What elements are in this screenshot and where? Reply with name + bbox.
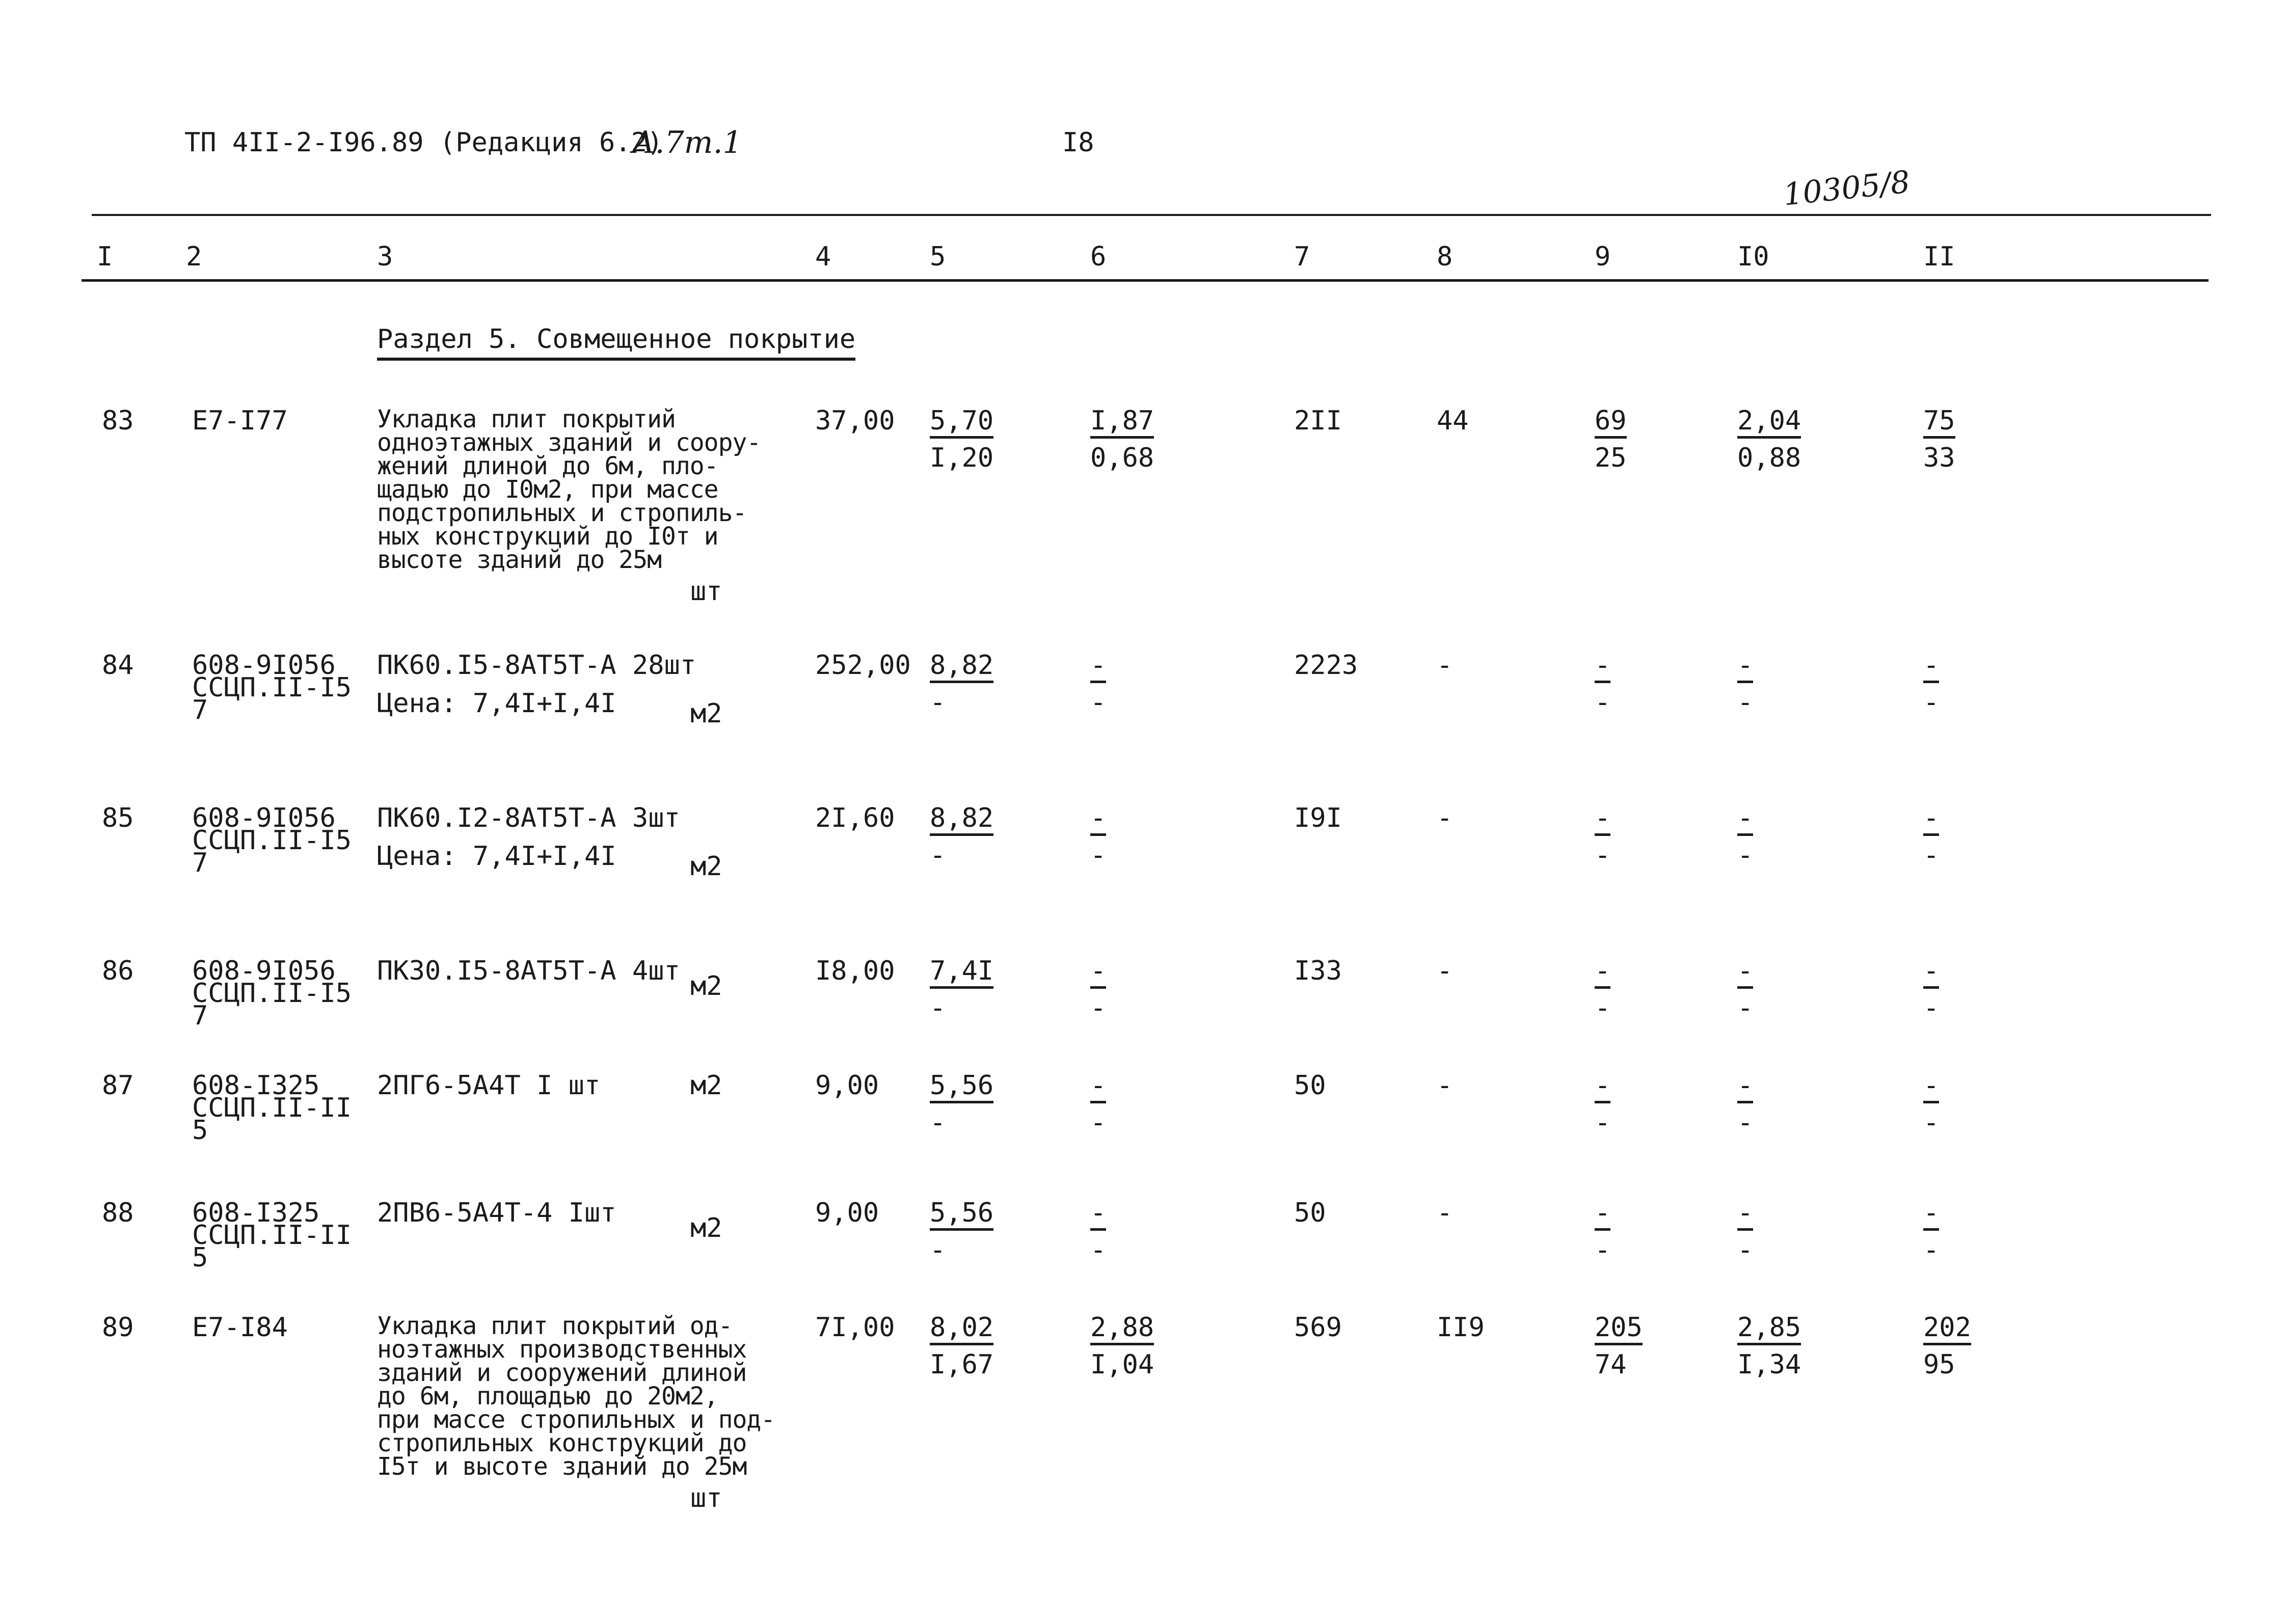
row-col9-value-numerator: - xyxy=(1595,805,1610,836)
row-col6-value-denominator: I,04 xyxy=(1090,1349,1154,1380)
document-code: ТП 4II-2-I96.89 (Редакция 6.2) xyxy=(184,127,663,158)
row-code-line: ССЦП.II-II xyxy=(192,1093,352,1123)
row-col11-value-numerator: 75 xyxy=(1923,408,1955,439)
row-col9-value-numerator: 69 xyxy=(1595,408,1627,439)
page-number: I8 xyxy=(1062,127,1094,158)
row-col6-value xyxy=(1090,1314,1154,1378)
row-col10-value-numerator: - xyxy=(1737,958,1753,989)
row-col5-value-denominator: I,67 xyxy=(930,1349,994,1380)
row-col5-value-denominator: - xyxy=(930,687,946,718)
row-col11-value-denominator: 33 xyxy=(1923,443,1955,473)
row-unit: м2 xyxy=(690,698,722,729)
handwritten-stamp: 10305/8 xyxy=(1782,164,1912,213)
row-col6-value-denominator: - xyxy=(1090,687,1107,718)
row-unit: шт xyxy=(690,1483,722,1513)
row-number: 84 xyxy=(102,650,134,681)
row-code-line: 608-I325 xyxy=(192,1070,320,1101)
column-header-10: I0 xyxy=(1737,241,1769,272)
row-col10-value xyxy=(1737,958,1753,1021)
row-description-line: Цена: 7,4I+I,4I xyxy=(377,688,616,719)
row-col9-value xyxy=(1595,1072,1610,1136)
row-col9-value-denominator: - xyxy=(1595,840,1611,871)
row-col11-value xyxy=(1923,1314,1971,1378)
row-col11-value xyxy=(1923,652,1939,716)
row-number: 85 xyxy=(102,803,134,833)
row-number: 88 xyxy=(102,1198,134,1228)
row-number: 89 xyxy=(102,1312,134,1343)
row-col10-value xyxy=(1737,805,1753,869)
row-code-line: 7 xyxy=(192,695,208,725)
row-description-line: зданий и сооружений длиной xyxy=(377,1359,747,1387)
row-col5-value xyxy=(930,1200,993,1263)
row-col11-value xyxy=(1923,958,1939,1021)
row-col6-value xyxy=(1090,405,1154,473)
row-quantity: 252,00 xyxy=(815,650,911,681)
row-unit: шт xyxy=(690,576,722,607)
row-col6-value-denominator: - xyxy=(1090,993,1107,1023)
row-description-line: ПК60.I5-8АТ5Т-А 28шт xyxy=(377,650,696,681)
row-description-line: Укладка плит покрытий xyxy=(377,405,676,434)
row-col10-value-denominator: - xyxy=(1737,840,1754,871)
row-col5-value-numerator: 8,82 xyxy=(930,805,993,836)
row-description-line: жений длиной до 6м, пло- xyxy=(377,452,718,480)
row-unit: м2 xyxy=(690,971,722,1002)
row-col5-value-numerator: 8,02 xyxy=(930,1314,993,1345)
row-col6-value xyxy=(1090,1072,1106,1136)
row-description-line: высоте зданий до 25м xyxy=(377,546,661,574)
row-col6-value-numerator: - xyxy=(1090,1200,1106,1231)
row-col11-value xyxy=(1923,1072,1939,1136)
row-code-line: 608-I325 xyxy=(192,1198,320,1228)
row-quantity: 9,00 xyxy=(815,1198,879,1228)
row-unit: м2 xyxy=(690,1070,722,1101)
row-description-line: до 6м, площадью до 20м2, xyxy=(377,1382,718,1411)
row-col5-value xyxy=(930,652,993,716)
row-number: 83 xyxy=(102,405,134,436)
row-quantity: 7I,00 xyxy=(815,1312,895,1343)
row-col7-value: 2223 xyxy=(1294,650,1358,681)
row-col8-value: - xyxy=(1437,650,1453,681)
row-col9-value xyxy=(1595,958,1610,1021)
row-code-line: 5 xyxy=(192,1115,208,1146)
row-col11-value-numerator: - xyxy=(1923,1072,1939,1103)
row-col10-value-denominator: - xyxy=(1737,993,1754,1023)
top-rule-right xyxy=(1885,214,2211,216)
row-col11-value-denominator: 95 xyxy=(1923,1349,1955,1380)
column-header-1: I xyxy=(97,241,113,272)
row-description-line: ПК30.I5-8АТ5Т-А 4шт xyxy=(377,956,680,986)
row-col11-value-denominator: - xyxy=(1923,993,1940,1023)
row-col6-value xyxy=(1090,805,1106,869)
row-description-line: щадью до I0м2, при массе xyxy=(377,475,718,504)
row-col9-value-numerator: - xyxy=(1595,1072,1610,1103)
row-col10-value xyxy=(1737,1200,1753,1263)
row-col11-value-numerator: 202 xyxy=(1923,1314,1971,1345)
row-col5-value-denominator: - xyxy=(930,840,946,871)
row-col5-value-denominator: - xyxy=(930,993,946,1023)
row-description-line: 2ПВ6-5А4Т-4 Iшт xyxy=(377,1198,616,1228)
row-code-line: 608-9I056 xyxy=(192,650,336,681)
row-col5-value-denominator: I,20 xyxy=(930,443,994,473)
row-col9-value-denominator: 74 xyxy=(1595,1349,1627,1380)
row-number: 86 xyxy=(102,956,134,986)
row-col6-value-numerator: - xyxy=(1090,1072,1106,1103)
row-col10-value xyxy=(1737,1314,1801,1378)
row-col8-value: II9 xyxy=(1437,1312,1485,1343)
row-col11-value-numerator: - xyxy=(1923,652,1939,683)
column-header-6: 6 xyxy=(1090,241,1107,272)
row-code-line: Е7-I84 xyxy=(192,1312,288,1343)
row-col8-value: - xyxy=(1437,803,1453,833)
column-header-4: 4 xyxy=(815,241,831,272)
row-col9-value xyxy=(1595,1314,1643,1378)
column-header-5: 5 xyxy=(930,241,946,272)
row-col10-value-denominator: I,34 xyxy=(1737,1349,1801,1380)
row-col11-value-denominator: - xyxy=(1923,1107,1940,1138)
row-col8-value: 44 xyxy=(1437,405,1469,436)
row-col5-value-numerator: 5,70 xyxy=(930,408,993,439)
row-code-line: 7 xyxy=(192,1000,208,1031)
row-quantity: 9,00 xyxy=(815,1070,879,1101)
row-col10-value-denominator: - xyxy=(1737,1235,1754,1265)
row-col6-value xyxy=(1090,652,1106,716)
row-quantity: I8,00 xyxy=(815,956,895,986)
row-col8-value: - xyxy=(1437,1198,1453,1228)
row-col7-value: I33 xyxy=(1294,956,1342,986)
row-col10-value xyxy=(1737,405,1801,473)
row-col9-value-denominator: - xyxy=(1595,1235,1611,1265)
row-col6-value xyxy=(1090,958,1106,1021)
row-col10-value-numerator: 2,04 xyxy=(1737,408,1801,439)
column-header-9: 9 xyxy=(1595,241,1611,272)
row-description-line: при массе стропильных и под- xyxy=(377,1405,775,1434)
row-col11-value-numerator: - xyxy=(1923,1200,1939,1231)
row-col6-value-denominator: - xyxy=(1090,1235,1107,1265)
row-col5-value-denominator: - xyxy=(930,1235,946,1265)
row-col9-value-numerator: - xyxy=(1595,652,1610,683)
row-col8-value: - xyxy=(1437,956,1453,986)
row-col10-value-denominator: - xyxy=(1737,687,1754,718)
row-col5-value-denominator: - xyxy=(930,1107,946,1138)
row-unit: м2 xyxy=(690,851,722,882)
handwritten-suffix: А.7т.1 xyxy=(632,125,742,160)
row-col7-value: 50 xyxy=(1294,1198,1326,1228)
row-col10-value-numerator: - xyxy=(1737,1072,1753,1103)
section-title: Раздел 5. Совмещенное покрытие xyxy=(377,326,855,361)
row-col9-value-numerator: 205 xyxy=(1595,1314,1643,1345)
row-col5-value xyxy=(930,805,993,869)
row-col9-value-numerator: - xyxy=(1595,958,1610,989)
row-col10-value-numerator: 2,85 xyxy=(1737,1314,1801,1345)
row-description-line: ноэтажных производственных xyxy=(377,1335,747,1364)
row-col6-value-numerator: 2,88 xyxy=(1090,1314,1154,1345)
row-col11-value-numerator: - xyxy=(1923,805,1939,836)
row-col7-value: I9I xyxy=(1294,803,1342,833)
row-col11-value xyxy=(1923,1200,1939,1263)
row-col6-value-denominator: - xyxy=(1090,1107,1107,1138)
row-code-line: 608-9I056 xyxy=(192,956,336,986)
column-header-3: 3 xyxy=(377,241,393,272)
row-description-line: ПК60.I2-8АТ5Т-А 3шт xyxy=(377,803,680,833)
row-description-line: ных конструкций до I0т и xyxy=(377,522,718,551)
row-col7-value: 50 xyxy=(1294,1070,1326,1101)
row-col11-value-numerator: - xyxy=(1923,958,1939,989)
row-col10-value-denominator: 0,88 xyxy=(1737,443,1801,473)
row-col10-value xyxy=(1737,1072,1753,1136)
row-col5-value xyxy=(930,1072,993,1136)
row-quantity: 2I,60 xyxy=(815,803,895,833)
row-code-line: Е7-I77 xyxy=(192,405,288,436)
row-description-line: стропильных конструкций до xyxy=(377,1429,747,1457)
row-col10-value-denominator: - xyxy=(1737,1107,1754,1138)
row-description-line: Укладка плит покрытий од- xyxy=(377,1312,733,1340)
row-col11-value-denominator: - xyxy=(1923,840,1940,871)
row-col5-value xyxy=(930,958,993,1021)
row-description-line: одноэтажных зданий и соору- xyxy=(377,428,761,457)
row-quantity: 37,00 xyxy=(815,405,895,436)
row-col6-value xyxy=(1090,1200,1106,1263)
column-header-11: II xyxy=(1923,241,1955,272)
row-col9-value xyxy=(1595,1200,1610,1263)
row-code-line: 608-9I056 xyxy=(192,803,336,833)
row-col6-value-numerator: - xyxy=(1090,805,1106,836)
row-col5-value-numerator: 7,4I xyxy=(930,958,993,989)
row-col6-value-numerator: - xyxy=(1090,958,1106,989)
row-description-line: 2ПГ6-5А4Т I шт xyxy=(377,1070,601,1101)
row-col9-value-numerator: - xyxy=(1595,1200,1610,1231)
row-number: 87 xyxy=(102,1070,134,1101)
row-code-line: 7 xyxy=(192,848,208,878)
row-col8-value: - xyxy=(1437,1070,1453,1101)
row-col10-value-numerator: - xyxy=(1737,805,1753,836)
row-col9-value-denominator: - xyxy=(1595,687,1611,718)
row-col6-value-denominator: - xyxy=(1090,840,1107,871)
row-col11-value xyxy=(1923,405,1955,473)
header-rule xyxy=(82,279,2209,282)
row-col5-value xyxy=(930,405,994,473)
row-unit: м2 xyxy=(690,1213,722,1243)
row-col6-value-numerator: - xyxy=(1090,652,1106,683)
row-col9-value-denominator: 25 xyxy=(1595,443,1627,473)
row-col5-value xyxy=(930,1314,993,1378)
row-col5-value-numerator: 8,82 xyxy=(930,652,993,683)
row-col10-value-numerator: - xyxy=(1737,652,1753,683)
row-col9-value-denominator: - xyxy=(1595,1107,1611,1138)
row-col6-value-numerator: I,87 xyxy=(1090,408,1154,439)
row-col6-value-denominator: 0,68 xyxy=(1090,443,1154,473)
column-header-8: 8 xyxy=(1437,241,1453,272)
row-col10-value xyxy=(1737,652,1753,716)
row-col9-value xyxy=(1595,405,1627,473)
row-code-line: ССЦП.II-I5 xyxy=(192,672,352,703)
row-col5-value-numerator: 5,56 xyxy=(930,1072,993,1103)
row-col9-value-denominator: - xyxy=(1595,993,1611,1023)
row-col7-value: 569 xyxy=(1294,1312,1342,1343)
row-col9-value xyxy=(1595,805,1610,869)
row-code-line: ССЦП.II-I5 xyxy=(192,825,352,856)
row-col11-value xyxy=(1923,805,1939,869)
row-col9-value xyxy=(1595,652,1610,716)
row-col7-value: 2II xyxy=(1294,405,1342,436)
row-col10-value-numerator: - xyxy=(1737,1200,1753,1231)
row-code-line: 5 xyxy=(192,1242,208,1273)
row-description-line: I5т и высоте зданий до 25м xyxy=(377,1452,747,1481)
row-code-line: ССЦП.II-I5 xyxy=(192,978,352,1009)
row-col11-value-denominator: - xyxy=(1923,1235,1940,1265)
row-col5-value-numerator: 5,56 xyxy=(930,1200,993,1231)
column-header-7: 7 xyxy=(1294,241,1310,272)
row-code-line: ССЦП.II-II xyxy=(192,1220,352,1251)
column-header-2: 2 xyxy=(186,241,202,272)
row-description-line: подстропильных и стропиль- xyxy=(377,499,747,527)
row-description-line: Цена: 7,4I+I,4I xyxy=(377,841,616,872)
row-col11-value-denominator: - xyxy=(1923,687,1940,718)
